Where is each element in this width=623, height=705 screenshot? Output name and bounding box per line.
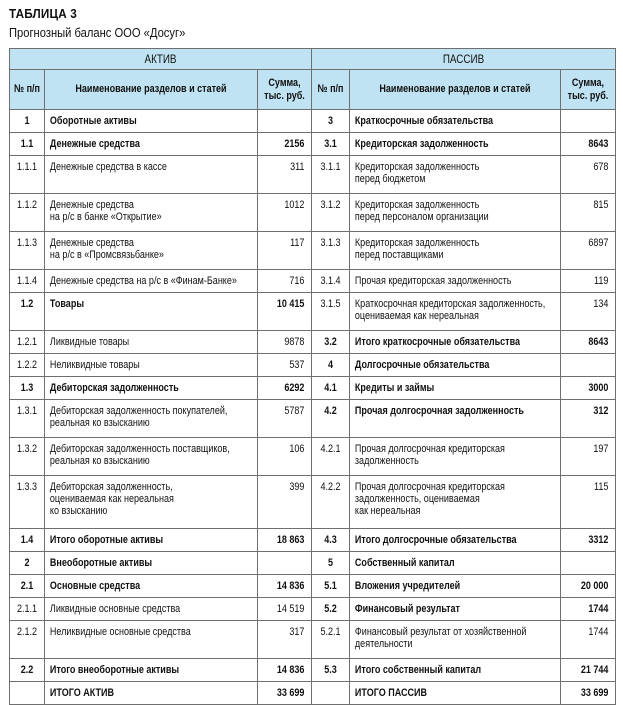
aktiv-sum-cell: 14 519 bbox=[258, 598, 312, 621]
passiv-name-cell: Прочая кредиторская задолженность bbox=[350, 270, 561, 293]
passiv-sum-cell: 1744 bbox=[561, 598, 616, 621]
table-row bbox=[10, 682, 616, 705]
passiv-num-cell: 4.1 bbox=[312, 377, 350, 400]
aktiv-sum-cell: 716 bbox=[258, 270, 312, 293]
aktiv-sum-cell: 6292 bbox=[258, 377, 312, 400]
passiv-sum-cell: 678 bbox=[561, 156, 616, 194]
column-header-row bbox=[10, 70, 616, 110]
passiv-name-header: Наименование разделов и статей bbox=[350, 70, 561, 110]
passiv-name-cell: Прочая долгосрочная задолженность bbox=[350, 400, 561, 438]
aktiv-num-cell: 1.3 bbox=[10, 377, 45, 400]
passiv-num-cell: 4.2.2 bbox=[312, 476, 350, 529]
passiv-num-cell: 3.1.3 bbox=[312, 232, 350, 270]
passiv-sum-cell: 134 bbox=[561, 293, 616, 331]
aktiv-num-cell: 1.2 bbox=[10, 293, 45, 331]
passiv-num-cell: 4.2.1 bbox=[312, 438, 350, 476]
passiv-num-cell: 3.2 bbox=[312, 331, 350, 354]
passiv-num-cell: 3.1 bbox=[312, 133, 350, 156]
aktiv-name-cell: Неликвидные товары bbox=[45, 354, 258, 377]
table-row bbox=[10, 438, 616, 476]
aktiv-num-cell: 1.1.4 bbox=[10, 270, 45, 293]
aktiv-name-cell: Итого внеоборотные активы bbox=[45, 659, 258, 682]
aktiv-name-cell: Дебиторская задолженность покупателей, реальная ко взысканию bbox=[45, 400, 258, 438]
passiv-name-cell: Финансовый результат от хозяйственной деятельности bbox=[350, 621, 561, 659]
aktiv-sum-cell: 317 bbox=[258, 621, 312, 659]
aktiv-name-cell: Дебиторская задолженность bbox=[45, 377, 258, 400]
aktiv-sum-cell bbox=[258, 110, 312, 133]
table-number: ТАБЛИЦА 3 bbox=[9, 6, 77, 21]
aktiv-name-cell: Денежные средства в кассе bbox=[45, 156, 258, 194]
passiv-name-cell: Прочая долгосрочная кредиторская задолженность bbox=[350, 438, 561, 476]
table-row bbox=[10, 331, 616, 354]
passiv-name-cell: Финансовый результат bbox=[350, 598, 561, 621]
passiv-sum-cell: 6897 bbox=[561, 232, 616, 270]
passiv-name-cell: Собственный капитал bbox=[350, 552, 561, 575]
passiv-sum-cell: 197 bbox=[561, 438, 616, 476]
passiv-name-cell: Итого долгосрочные обязательства bbox=[350, 529, 561, 552]
table-row bbox=[10, 110, 616, 133]
table-row bbox=[10, 293, 616, 331]
passiv-num-cell: 4 bbox=[312, 354, 350, 377]
passiv-num-cell: 3.1.1 bbox=[312, 156, 350, 194]
passiv-name-cell: Прочая долгосрочная кредиторская задолженность, оцениваемая как нереальная bbox=[350, 476, 561, 529]
passiv-num-cell: 3.1.2 bbox=[312, 194, 350, 232]
passiv-sum-cell: 21 744 bbox=[561, 659, 616, 682]
aktiv-name-cell: Товары bbox=[45, 293, 258, 331]
aktiv-name-cell: Внеоборотные активы bbox=[45, 552, 258, 575]
aktiv-num-cell: 1 bbox=[10, 110, 45, 133]
aktiv-name-cell: ИТОГО АКТИВ bbox=[45, 682, 258, 705]
aktiv-sum-cell: 9878 bbox=[258, 331, 312, 354]
aktiv-sum-cell: 117 bbox=[258, 232, 312, 270]
passiv-sum-cell: 312 bbox=[561, 400, 616, 438]
aktiv-sum-cell bbox=[258, 552, 312, 575]
aktiv-num-cell: 1.1.1 bbox=[10, 156, 45, 194]
passiv-sum-cell: 1744 bbox=[561, 621, 616, 659]
passiv-name-cell: Кредиторская задолженность перед персоналом организации bbox=[350, 194, 561, 232]
passiv-sum-cell: 119 bbox=[561, 270, 616, 293]
aktiv-sum-cell: 2156 bbox=[258, 133, 312, 156]
table-row bbox=[10, 659, 616, 682]
passiv-num-cell: 5.1 bbox=[312, 575, 350, 598]
aktiv-name-cell: Ликвидные товары bbox=[45, 331, 258, 354]
passiv-num-cell: 3 bbox=[312, 110, 350, 133]
table-row bbox=[10, 575, 616, 598]
passiv-name-cell: Итого краткосрочные обязательства bbox=[350, 331, 561, 354]
aktiv-sum-cell: 10 415 bbox=[258, 293, 312, 331]
aktiv-sum-cell: 1012 bbox=[258, 194, 312, 232]
aktiv-sum-cell: 5787 bbox=[258, 400, 312, 438]
aktiv-name-cell: Оборотные активы bbox=[45, 110, 258, 133]
passiv-num-cell: 4.2 bbox=[312, 400, 350, 438]
aktiv-sum-cell: 399 bbox=[258, 476, 312, 529]
aktiv-num-cell: 2 bbox=[10, 552, 45, 575]
balance-table bbox=[9, 48, 616, 705]
passiv-header: ПАССИВ bbox=[312, 49, 616, 70]
table-row bbox=[10, 377, 616, 400]
aktiv-num-cell: 1.2.2 bbox=[10, 354, 45, 377]
aktiv-name-header: Наименование разделов и статей bbox=[45, 70, 258, 110]
passiv-num-cell: 5.2.1 bbox=[312, 621, 350, 659]
section-header-row bbox=[10, 49, 616, 70]
passiv-num-cell: 3.1.5 bbox=[312, 293, 350, 331]
passiv-sum-cell bbox=[561, 354, 616, 377]
aktiv-sum-cell: 537 bbox=[258, 354, 312, 377]
passiv-name-cell: Кредиторская задолженность перед бюджетом bbox=[350, 156, 561, 194]
aktiv-name-cell: Денежные средства на р/с в «Промсвязьбанке» bbox=[45, 232, 258, 270]
aktiv-sum-cell: 18 863 bbox=[258, 529, 312, 552]
table-row bbox=[10, 194, 616, 232]
passiv-num-cell: 5.3 bbox=[312, 659, 350, 682]
passiv-name-cell: Кредиторская задолженность bbox=[350, 133, 561, 156]
aktiv-num-cell: 1.1 bbox=[10, 133, 45, 156]
passiv-num-cell: 5 bbox=[312, 552, 350, 575]
table-row bbox=[10, 354, 616, 377]
aktiv-num-cell: 1.3.2 bbox=[10, 438, 45, 476]
passiv-name-cell: Краткосрочные обязательства bbox=[350, 110, 561, 133]
passiv-name-cell: Вложения учредителей bbox=[350, 575, 561, 598]
passiv-sum-cell: 20 000 bbox=[561, 575, 616, 598]
aktiv-name-cell: Ликвидные основные средства bbox=[45, 598, 258, 621]
passiv-sum-cell: 8643 bbox=[561, 133, 616, 156]
passiv-name-cell: Кредиторская задолженность перед поставщиками bbox=[350, 232, 561, 270]
passiv-sum-cell: 115 bbox=[561, 476, 616, 529]
passiv-sum-cell bbox=[561, 110, 616, 133]
passiv-name-cell: Долгосрочные обязательства bbox=[350, 354, 561, 377]
passiv-sum-cell: 8643 bbox=[561, 331, 616, 354]
table-row bbox=[10, 552, 616, 575]
aktiv-num-cell: 2.1.2 bbox=[10, 621, 45, 659]
passiv-sum-cell: 3000 bbox=[561, 377, 616, 400]
table-row bbox=[10, 476, 616, 529]
aktiv-num-cell: 1.4 bbox=[10, 529, 45, 552]
aktiv-sum-cell: 106 bbox=[258, 438, 312, 476]
table-row bbox=[10, 232, 616, 270]
aktiv-num-cell: 2.2 bbox=[10, 659, 45, 682]
aktiv-name-cell: Денежные средства на р/с в банке «Открытие» bbox=[45, 194, 258, 232]
aktiv-name-cell: Денежные средства bbox=[45, 133, 258, 156]
aktiv-num-cell: 1.1.3 bbox=[10, 232, 45, 270]
aktiv-sum-cell: 14 836 bbox=[258, 659, 312, 682]
aktiv-sum-cell: 33 699 bbox=[258, 682, 312, 705]
table-row bbox=[10, 133, 616, 156]
passiv-sum-cell bbox=[561, 552, 616, 575]
table-row bbox=[10, 156, 616, 194]
aktiv-num-cell: 1.3.3 bbox=[10, 476, 45, 529]
aktiv-num-cell bbox=[10, 682, 45, 705]
passiv-sum-cell: 3312 bbox=[561, 529, 616, 552]
passiv-name-cell: Кредиты и займы bbox=[350, 377, 561, 400]
aktiv-sum-cell: 14 836 bbox=[258, 575, 312, 598]
table-row bbox=[10, 270, 616, 293]
passiv-name-cell: Краткосрочная кредиторская задолженность, оцениваемая как нереальная bbox=[350, 293, 561, 331]
aktiv-num-cell: 2.1.1 bbox=[10, 598, 45, 621]
passiv-sum-cell: 815 bbox=[561, 194, 616, 232]
passiv-sum-cell: 33 699 bbox=[561, 682, 616, 705]
aktiv-sum-cell: 311 bbox=[258, 156, 312, 194]
table-row bbox=[10, 400, 616, 438]
aktiv-num-cell: 1.1.2 bbox=[10, 194, 45, 232]
table-row bbox=[10, 529, 616, 552]
aktiv-name-cell: Дебиторская задолженность, оцениваемая как нереальная ко взысканию bbox=[45, 476, 258, 529]
aktiv-name-cell: Дебиторская задолженность поставщиков, реальная ко взысканию bbox=[45, 438, 258, 476]
passiv-num-header: № п/п bbox=[312, 70, 350, 110]
aktiv-name-cell: Неликвидные основные средства bbox=[45, 621, 258, 659]
passiv-num-cell: 4.3 bbox=[312, 529, 350, 552]
passiv-num-cell bbox=[312, 682, 350, 705]
table-row bbox=[10, 621, 616, 659]
passiv-name-cell: Итого собственный капитал bbox=[350, 659, 561, 682]
passiv-num-cell: 5.2 bbox=[312, 598, 350, 621]
table-row bbox=[10, 598, 616, 621]
passiv-num-cell: 3.1.4 bbox=[312, 270, 350, 293]
passiv-sum-header: Сумма, тыс. руб. bbox=[561, 70, 616, 110]
aktiv-name-cell: Итого оборотные активы bbox=[45, 529, 258, 552]
aktiv-name-cell: Денежные средства на р/с в «Финам-Банке» bbox=[45, 270, 258, 293]
aktiv-num-cell: 1.3.1 bbox=[10, 400, 45, 438]
aktiv-num-cell: 2.1 bbox=[10, 575, 45, 598]
aktiv-name-cell: Основные средства bbox=[45, 575, 258, 598]
table-caption: Прогнозный баланс ООО «Досуг» bbox=[9, 25, 186, 40]
aktiv-sum-header: Сумма, тыс. руб. bbox=[258, 70, 312, 110]
aktiv-num-cell: 1.2.1 bbox=[10, 331, 45, 354]
aktiv-num-header: № п/п bbox=[10, 70, 45, 110]
passiv-name-cell: ИТОГО ПАССИВ bbox=[350, 682, 561, 705]
aktiv-header: АКТИВ bbox=[10, 49, 312, 70]
